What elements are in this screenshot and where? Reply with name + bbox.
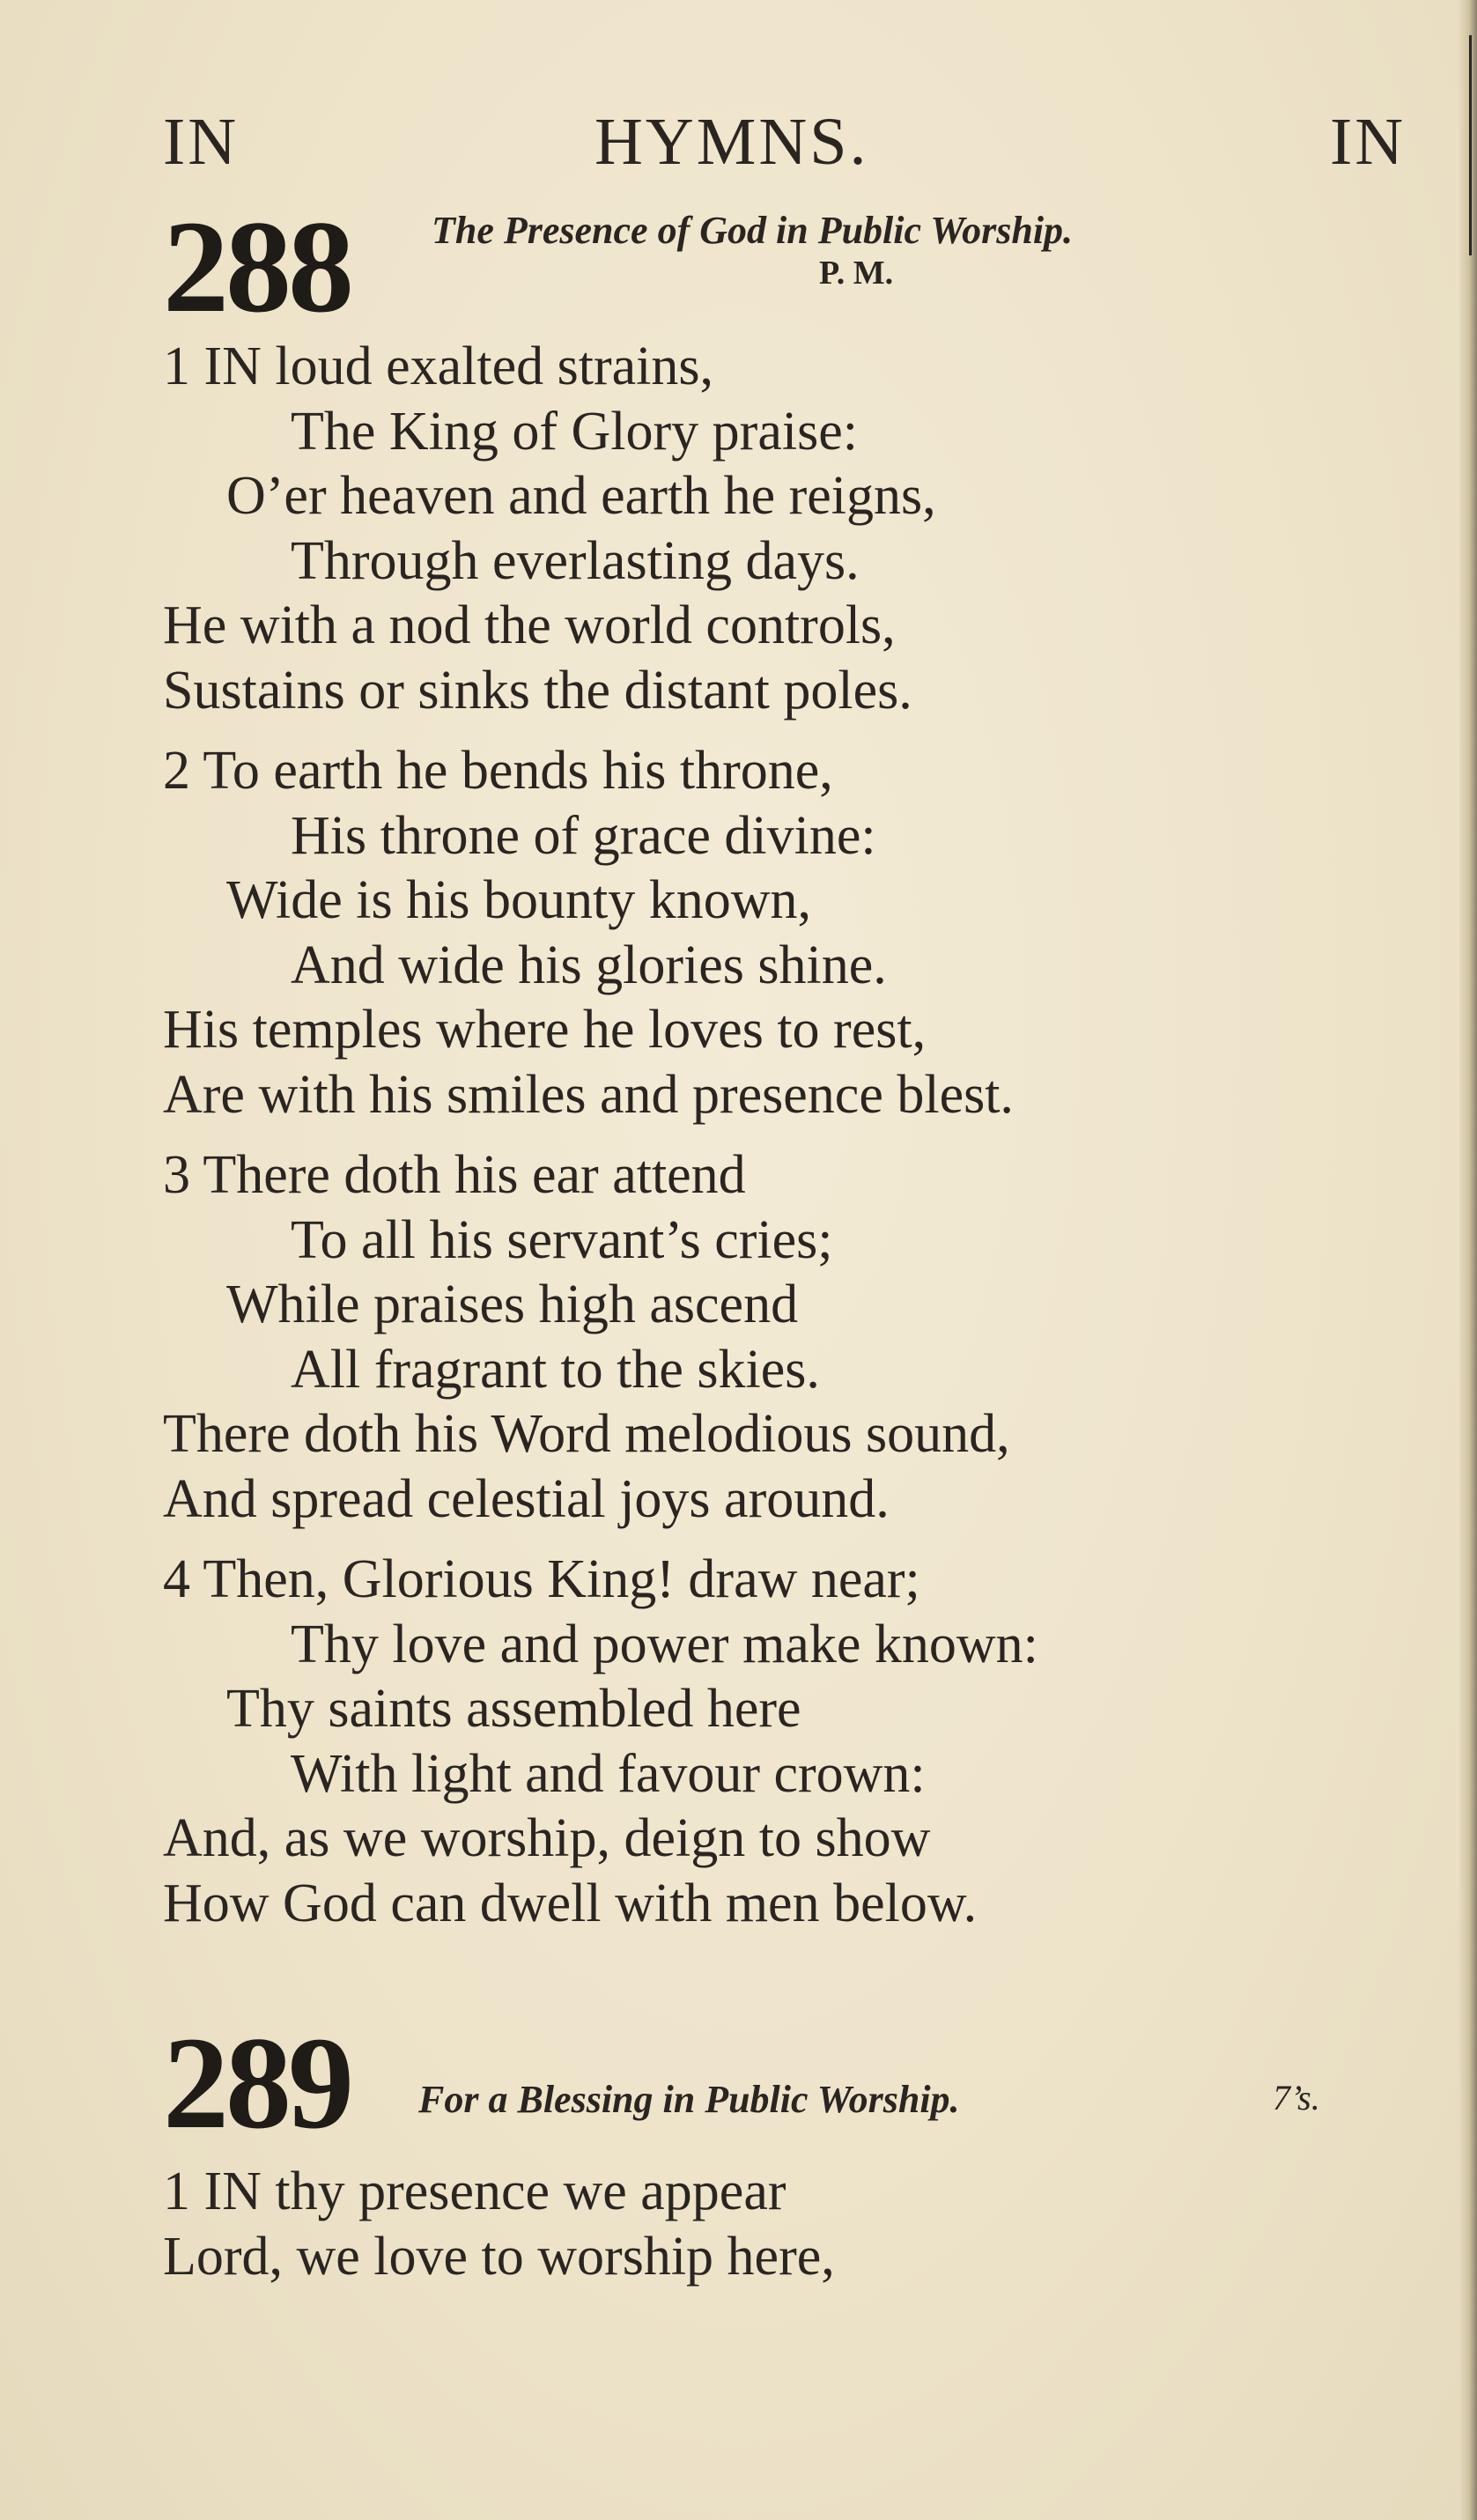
running-header <box>163 104 1407 179</box>
verse-line: O’er heaven and earth he reigns, <box>226 466 936 526</box>
verse-line: Lord, we love to worship here, <box>163 2226 835 2287</box>
page-edge-line <box>1469 35 1472 255</box>
verse-line: And spread celestial joys around. <box>163 1468 890 1529</box>
page-edge-shadow <box>1459 0 1477 2520</box>
verse-line: Wide is his bounty known, <box>226 870 811 930</box>
verse-line: Sustains or sinks the distant poles. <box>163 660 912 721</box>
verse-line: The King of Glory praise: <box>291 401 858 462</box>
verse-line: And wide his glories shine. <box>291 935 887 995</box>
verse-line: With light and favour crown: <box>291 1743 926 1804</box>
verse-line: His throne of grace divine: <box>291 805 876 866</box>
verse-line: 1 IN loud exalted strains, <box>163 336 714 396</box>
verse-line: Through everlasting days. <box>291 530 860 591</box>
verse-line: How God can dwell with men below. <box>163 1873 978 1933</box>
header-catchword-left: IN <box>163 105 240 179</box>
verse-line: 2 To earth he bends his throne, <box>163 741 833 801</box>
hymn-number: 289 <box>163 2010 351 2156</box>
verse-line: His temples where he loves to rest, <box>163 1000 927 1060</box>
hymn-meter: P. M. <box>819 255 894 292</box>
hymn-title: The Presence of God in Public Worship. <box>432 209 1074 252</box>
hymn-number: 288 <box>163 194 351 340</box>
verse-line: There doth his Word melodious sound, <box>163 1404 1010 1464</box>
verse-line: To all his servant’s cries; <box>291 1209 833 1270</box>
verse-line: And, as we worship, deign to show <box>163 1808 931 1868</box>
hymn-288-verses <box>163 335 1396 1936</box>
verse-line: Are with his smiles and presence blest. <box>163 1064 1014 1125</box>
hymn-289-verses <box>163 2160 1396 2289</box>
verse-line: 1 IN thy presence we appear <box>163 2162 787 2221</box>
hymn-meter: 7’s. <box>1273 2078 1320 2117</box>
verse-line: Thy saints assembled here <box>226 1679 801 1739</box>
verse-line: He with a nod the world controls, <box>163 595 896 655</box>
verse-line: Thy love and power make known: <box>291 1614 1038 1674</box>
verse-line: 4 Then, Glorious King! draw near; <box>163 1549 920 1609</box>
verse-line: All fragrant to the skies. <box>291 1339 820 1400</box>
verse-line: 3 There doth his ear attend <box>163 1145 746 1205</box>
header-catchword-right: IN <box>1330 105 1407 179</box>
hymn-title: For a Blessing in Public Worship. <box>418 2078 960 2121</box>
header-title: HYMNS. <box>594 105 869 179</box>
verse-line: While praises high ascend <box>226 1275 799 1334</box>
